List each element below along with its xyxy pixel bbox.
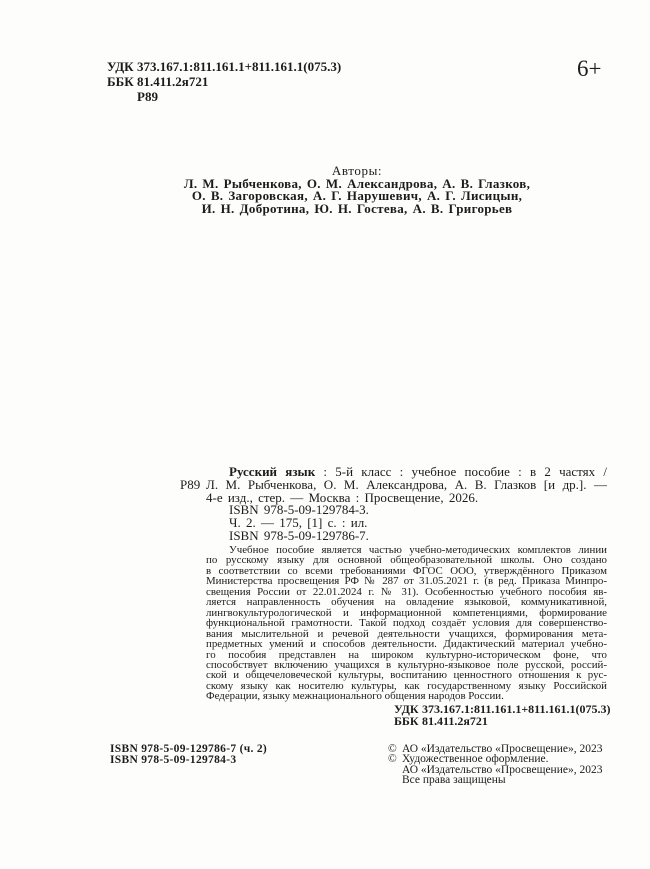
annotation-line: свещения России от 22.01.2024 г. № 31). Особенностью учебного пособия яв- <box>206 585 607 598</box>
annotation-line: по русскому языку для основной общеобразовательной школы. Оно создано <box>206 554 607 567</box>
authors-heading: Авторы: <box>331 163 383 178</box>
footer-isbn-block <box>110 744 267 766</box>
bbk-row <box>394 713 611 728</box>
catalog-card <box>180 464 607 543</box>
annotation-line: вания мыслительной и речевой деятельности учащихся, формирования мета- <box>206 627 607 640</box>
book-title: Русский язык <box>229 464 316 479</box>
udk-label: УДК <box>394 702 419 716</box>
annotation-line: ской и общечеловеческой культуры, воспитанию ценностного отношения к рус- <box>206 669 607 682</box>
annotation-paragraph <box>206 545 607 702</box>
annotation-line: в соответствии со всеми требованиями ФГОС ООО, утверждённого Приказом <box>206 564 607 577</box>
annotation-line: предметных умений и способов деятельности. Дидактический материал учебно- <box>206 638 607 651</box>
title-subtitle: : 5-й класс : учебное пособие : в 2 частях / <box>315 464 607 479</box>
card-authors-line <box>180 476 607 492</box>
copyright-line: Художественное оформление. <box>402 753 549 766</box>
author-code-row <box>107 89 341 104</box>
copyright-entry <box>388 754 618 785</box>
annotation-line: функциональной грамотности. Такой подход создаёт условия для совершенство- <box>206 617 607 630</box>
card-isbn-part1: ISBN 978-5-09-129784-3. <box>229 502 369 518</box>
author-code: Р89 <box>137 89 158 104</box>
udk-row <box>107 59 341 74</box>
copyright-line: АО «Издательство «Просвещение», 2023 <box>402 763 603 776</box>
annotation-line: ляется направленность обучения на овладение языковой, коммуникативной, <box>206 596 607 609</box>
annotation-line: скому языку как носителю культуры, как государственному языку Российской <box>206 679 607 692</box>
bbk-label: ББК <box>394 713 419 728</box>
age-rating-badge: 6+ <box>577 56 602 81</box>
bottom-classification-codes <box>394 704 611 728</box>
card-edition-line: 4-е изд., стер. — Москва : Просвещение, 2026. <box>206 489 479 505</box>
footer-isbn-line: ISBN 978-5-09-129786-7 (ч. 2) <box>110 743 268 755</box>
authors-line: И. Н. Добротина, Ю. Н. Гостева, А. В. Григорьев <box>201 200 513 216</box>
footer-isbn-line: ISBN 978-5-09-129784-3 <box>110 754 237 766</box>
card-hanging-code: Р89 <box>180 476 201 492</box>
annotation-line: Учебное пособие является частью учебно-методических комплектов линии <box>229 544 607 556</box>
udk-value: 373.167.1:811.161.1+811.161.1(075.3) <box>137 59 342 74</box>
top-classification-codes <box>107 59 341 104</box>
annotation-line: лингвокультурологической и информационной компетенциями, формирование <box>206 606 607 619</box>
annotation-line: Министерства просвещения РФ № 287 от 31.05.2021 г. (в ред. Приказа Минпро- <box>206 575 607 588</box>
card-isbn-part2: ISBN 978-5-09-129786-7. <box>229 527 369 543</box>
bbk-row <box>107 74 341 89</box>
annotation-line: го пособия представлен на широком культурно-историческом фоне, что <box>206 648 607 661</box>
authors-block <box>107 165 607 215</box>
copyright-line: АО «Издательство «Просвещение», 2023 <box>402 743 603 755</box>
copyright-symbol: © <box>388 753 397 766</box>
card-part-line: Ч. 2. — 175, [1] с. : ил. <box>229 515 368 531</box>
copyright-line: Все права защищены <box>402 774 506 787</box>
udk-value: 373.167.1:811.161.1+811.161.1(075.3) <box>422 702 611 716</box>
card-authors-text: Л. М. Рыбченкова, О. М. Александрова, А. В. Глазков [и др.]. — <box>206 476 607 492</box>
bbk-value: 81.411.2я721 <box>422 713 488 728</box>
annotation-line: способствует включению учащихся в культурно-языковое поле русской, россий- <box>206 658 607 671</box>
copyright-symbol: © <box>388 743 397 755</box>
footer-copyright-block <box>388 744 618 786</box>
annotation-line: Федерации, языку межнационального общения народов России. <box>206 690 504 703</box>
authors-line: О. В. Загоровская, А. Г. Нарушевич, А. Г. Лисицын, <box>191 188 523 204</box>
bbk-value: 81.411.2я721 <box>137 74 209 89</box>
udk-label: УДК <box>107 59 134 74</box>
bbk-label: ББК <box>107 74 134 89</box>
authors-line: Л. М. Рыбченкова, О. М. Александрова, А. В. Глазков, <box>183 175 531 191</box>
